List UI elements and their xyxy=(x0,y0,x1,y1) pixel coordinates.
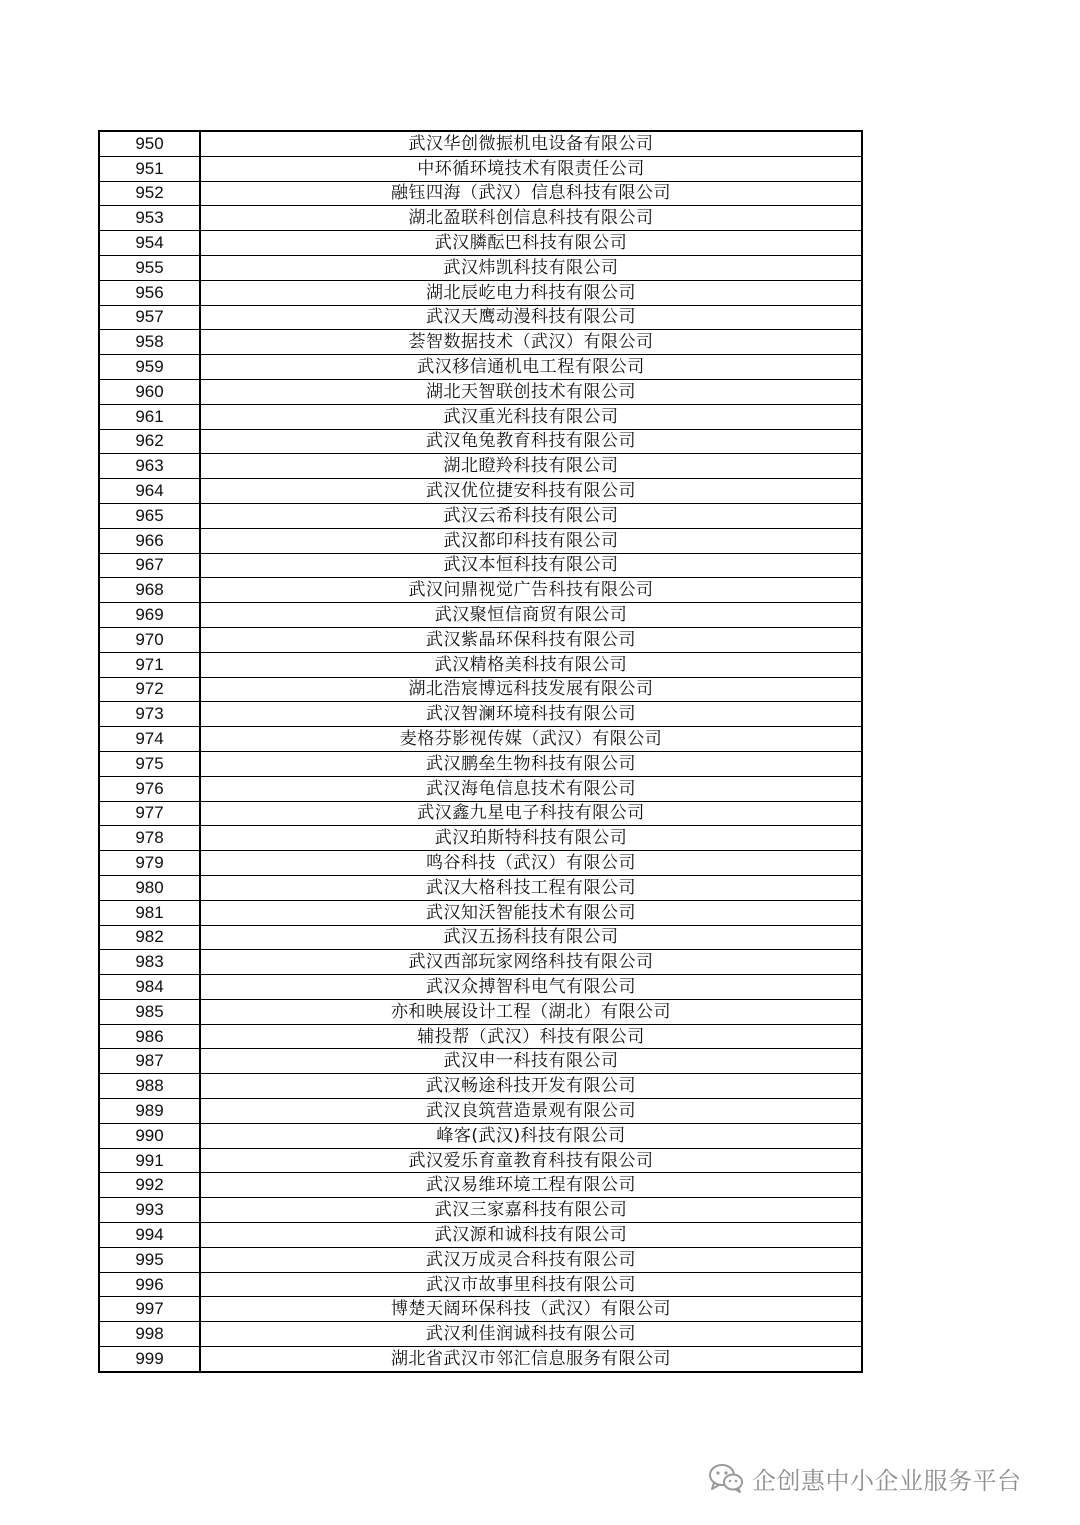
company-name: 武汉问鼎视觉广告科技有限公司 xyxy=(200,578,862,603)
company-name: 武汉良筑营造景观有限公司 xyxy=(200,1099,862,1124)
row-number: 969 xyxy=(99,603,200,628)
row-number: 988 xyxy=(99,1074,200,1099)
company-name: 武汉海龟信息技术有限公司 xyxy=(200,776,862,801)
row-number: 993 xyxy=(99,1198,200,1223)
table-row xyxy=(99,975,862,1000)
table-row xyxy=(99,305,862,330)
table-row xyxy=(99,1123,862,1148)
row-number: 982 xyxy=(99,925,200,950)
table-row xyxy=(99,231,862,256)
company-name: 武汉西部玩家网络科技有限公司 xyxy=(200,950,862,975)
company-name: 博楚天阔环保科技（武汉）有限公司 xyxy=(200,1297,862,1322)
table-row xyxy=(99,454,862,479)
watermark xyxy=(708,1458,1022,1498)
row-number: 996 xyxy=(99,1272,200,1297)
company-name: 武汉五扬科技有限公司 xyxy=(200,925,862,950)
row-number: 955 xyxy=(99,255,200,280)
row-number: 999 xyxy=(99,1347,200,1372)
company-name: 武汉本恒科技有限公司 xyxy=(200,553,862,578)
company-name: 武汉珀斯特科技有限公司 xyxy=(200,826,862,851)
watermark-text: 企创惠中小企业服务平台 xyxy=(752,1466,1022,1495)
row-number: 986 xyxy=(99,1024,200,1049)
company-name: 武汉申一科技有限公司 xyxy=(200,1049,862,1074)
table-row xyxy=(99,528,862,553)
wechat-icon xyxy=(708,1462,744,1494)
table-row xyxy=(99,355,862,380)
table-row xyxy=(99,1322,862,1347)
table-row xyxy=(99,627,862,652)
row-number: 975 xyxy=(99,751,200,776)
table-row xyxy=(99,603,862,628)
row-number: 966 xyxy=(99,528,200,553)
table-row xyxy=(99,875,862,900)
company-name: 湖北瞪羚科技有限公司 xyxy=(200,454,862,479)
company-name: 武汉畅途科技开发有限公司 xyxy=(200,1074,862,1099)
table-row xyxy=(99,206,862,231)
row-number: 967 xyxy=(99,553,200,578)
company-list-body xyxy=(99,131,862,1372)
table-row xyxy=(99,156,862,181)
company-name: 麦格芬影视传媒（武汉）有限公司 xyxy=(200,727,862,752)
row-number: 963 xyxy=(99,454,200,479)
row-number: 980 xyxy=(99,875,200,900)
table-row xyxy=(99,404,862,429)
row-number: 952 xyxy=(99,181,200,206)
row-number: 956 xyxy=(99,280,200,305)
row-number: 977 xyxy=(99,801,200,826)
table-row xyxy=(99,999,862,1024)
table-row xyxy=(99,826,862,851)
row-number: 995 xyxy=(99,1247,200,1272)
company-name: 武汉鑫九星电子科技有限公司 xyxy=(200,801,862,826)
row-number: 971 xyxy=(99,652,200,677)
row-number: 983 xyxy=(99,950,200,975)
row-number: 958 xyxy=(99,330,200,355)
row-number: 998 xyxy=(99,1322,200,1347)
row-number: 976 xyxy=(99,776,200,801)
table-row xyxy=(99,1347,862,1372)
table-row xyxy=(99,851,862,876)
row-number: 990 xyxy=(99,1123,200,1148)
table-row xyxy=(99,1247,862,1272)
table-row xyxy=(99,900,862,925)
company-name: 湖北天智联创技术有限公司 xyxy=(200,379,862,404)
row-number: 994 xyxy=(99,1223,200,1248)
company-name: 湖北盈联科创信息科技有限公司 xyxy=(200,206,862,231)
table-row xyxy=(99,1049,862,1074)
table-row xyxy=(99,950,862,975)
row-number: 985 xyxy=(99,999,200,1024)
row-number: 957 xyxy=(99,305,200,330)
table-row xyxy=(99,181,862,206)
company-name: 武汉万成灵合科技有限公司 xyxy=(200,1247,862,1272)
row-number: 979 xyxy=(99,851,200,876)
company-name: 荟智数据技术（武汉）有限公司 xyxy=(200,330,862,355)
table-row xyxy=(99,1223,862,1248)
company-name: 武汉龟兔教育科技有限公司 xyxy=(200,429,862,454)
table-row xyxy=(99,727,862,752)
company-name: 武汉精格美科技有限公司 xyxy=(200,652,862,677)
table-row xyxy=(99,776,862,801)
table-row xyxy=(99,1099,862,1124)
company-name: 武汉云希科技有限公司 xyxy=(200,503,862,528)
company-name: 武汉聚恒信商贸有限公司 xyxy=(200,603,862,628)
company-name: 武汉膦酝巴科技有限公司 xyxy=(200,231,862,256)
table-row xyxy=(99,503,862,528)
row-number: 959 xyxy=(99,355,200,380)
table-row xyxy=(99,1272,862,1297)
company-name: 武汉市故事里科技有限公司 xyxy=(200,1272,862,1297)
table-row xyxy=(99,131,862,156)
company-name: 武汉天鹰动漫科技有限公司 xyxy=(200,305,862,330)
row-number: 997 xyxy=(99,1297,200,1322)
company-name: 鸣谷科技（武汉）有限公司 xyxy=(200,851,862,876)
row-number: 987 xyxy=(99,1049,200,1074)
row-number: 972 xyxy=(99,677,200,702)
company-name: 武汉炜凯科技有限公司 xyxy=(200,255,862,280)
company-name: 武汉优位捷安科技有限公司 xyxy=(200,479,862,504)
company-name: 武汉移信通机电工程有限公司 xyxy=(200,355,862,380)
row-number: 968 xyxy=(99,578,200,603)
table-row xyxy=(99,1198,862,1223)
company-name: 武汉众搏智科电气有限公司 xyxy=(200,975,862,1000)
table-row xyxy=(99,255,862,280)
table-row xyxy=(99,1297,862,1322)
table-row xyxy=(99,702,862,727)
company-list-table xyxy=(98,130,863,1373)
row-number: 973 xyxy=(99,702,200,727)
table-row xyxy=(99,1173,862,1198)
company-name: 湖北省武汉市邻汇信息服务有限公司 xyxy=(200,1347,862,1372)
company-name: 亦和映展设计工程（湖北）有限公司 xyxy=(200,999,862,1024)
company-name: 武汉华创微振机电设备有限公司 xyxy=(200,131,862,156)
company-name: 武汉三家嘉科技有限公司 xyxy=(200,1198,862,1223)
company-name: 中环循环境技术有限责任公司 xyxy=(200,156,862,181)
table-row xyxy=(99,280,862,305)
row-number: 964 xyxy=(99,479,200,504)
table-row xyxy=(99,1074,862,1099)
row-number: 992 xyxy=(99,1173,200,1198)
row-number: 991 xyxy=(99,1148,200,1173)
table-row xyxy=(99,1148,862,1173)
company-name: 湖北辰屹电力科技有限公司 xyxy=(200,280,862,305)
company-name: 武汉鹏垒生物科技有限公司 xyxy=(200,751,862,776)
table-row xyxy=(99,553,862,578)
company-name: 武汉爱乐育童教育科技有限公司 xyxy=(200,1148,862,1173)
table-row xyxy=(99,925,862,950)
row-number: 962 xyxy=(99,429,200,454)
company-name: 武汉智澜环境科技有限公司 xyxy=(200,702,862,727)
row-number: 960 xyxy=(99,379,200,404)
company-name: 武汉都印科技有限公司 xyxy=(200,528,862,553)
row-number: 954 xyxy=(99,231,200,256)
table-row xyxy=(99,677,862,702)
company-name: 武汉紫晶环保科技有限公司 xyxy=(200,627,862,652)
row-number: 981 xyxy=(99,900,200,925)
company-name: 峰客(武汉)科技有限公司 xyxy=(200,1123,862,1148)
table-row xyxy=(99,751,862,776)
company-name: 湖北浩宸博远科技发展有限公司 xyxy=(200,677,862,702)
table-row xyxy=(99,429,862,454)
table-row xyxy=(99,1024,862,1049)
row-number: 978 xyxy=(99,826,200,851)
row-number: 989 xyxy=(99,1099,200,1124)
row-number: 950 xyxy=(99,131,200,156)
company-name: 武汉重光科技有限公司 xyxy=(200,404,862,429)
row-number: 953 xyxy=(99,206,200,231)
row-number: 984 xyxy=(99,975,200,1000)
row-number: 970 xyxy=(99,627,200,652)
company-name: 辅投帮（武汉）科技有限公司 xyxy=(200,1024,862,1049)
table-row xyxy=(99,578,862,603)
row-number: 974 xyxy=(99,727,200,752)
table-row xyxy=(99,652,862,677)
table-row xyxy=(99,801,862,826)
company-name: 武汉源和诚科技有限公司 xyxy=(200,1223,862,1248)
table-row xyxy=(99,479,862,504)
company-name: 武汉大格科技工程有限公司 xyxy=(200,875,862,900)
table-row xyxy=(99,330,862,355)
company-name: 武汉知沃智能技术有限公司 xyxy=(200,900,862,925)
company-name: 武汉利佳润诚科技有限公司 xyxy=(200,1322,862,1347)
row-number: 961 xyxy=(99,404,200,429)
company-name: 融钰四海（武汉）信息科技有限公司 xyxy=(200,181,862,206)
table-row xyxy=(99,379,862,404)
row-number: 965 xyxy=(99,503,200,528)
company-name: 武汉易维环境工程有限公司 xyxy=(200,1173,862,1198)
row-number: 951 xyxy=(99,156,200,181)
